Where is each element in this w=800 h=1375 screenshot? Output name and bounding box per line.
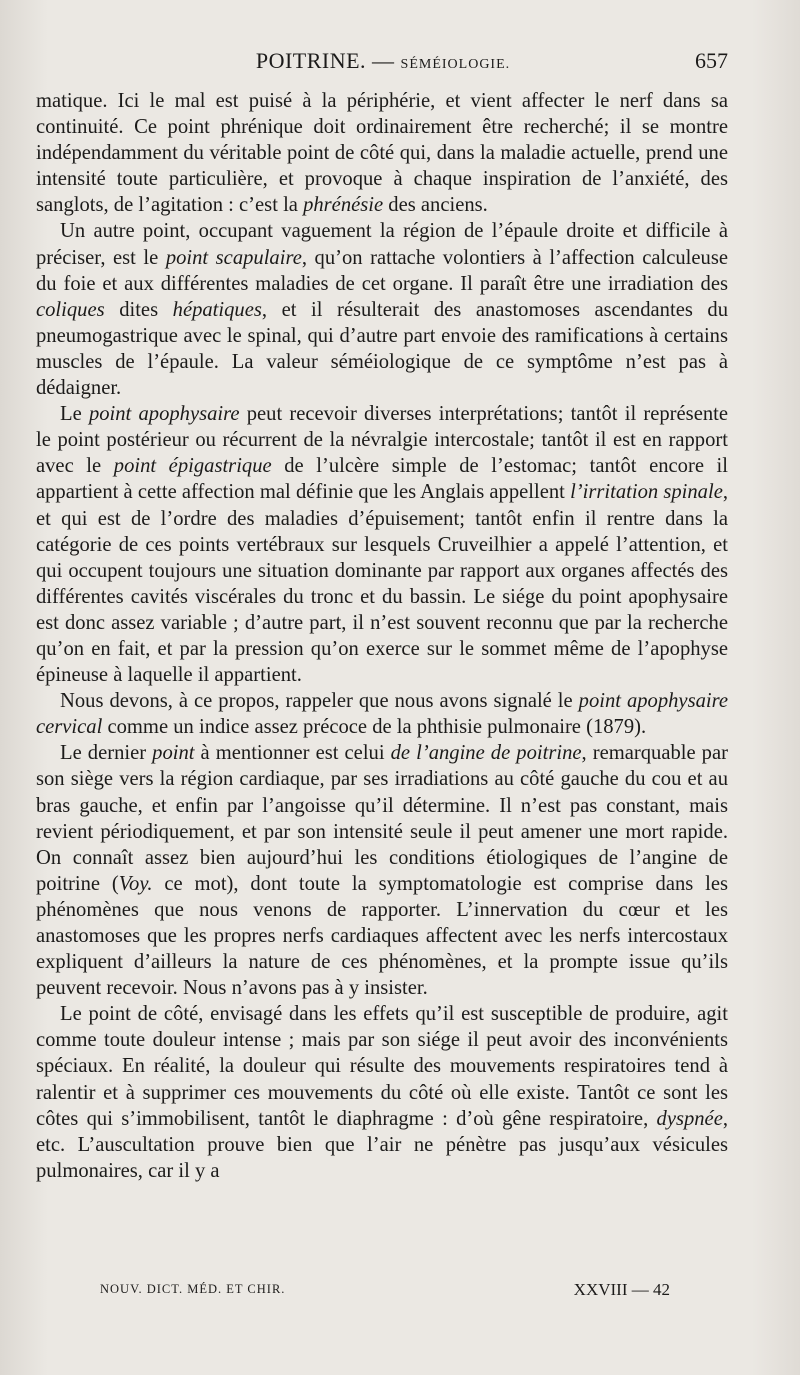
text-run: dites: [104, 298, 173, 321]
text-run: à mentionner est celui: [194, 742, 391, 765]
text-run: matique. Ici le mal est puisé à la périphérie, et vient affecter le nerf dans sa continuité. Ce point phrénique doit ordinairement être recherché; il se montre indépendamment du véritable point de côté qui, dans la maladie actuelle, prend une intensité toute particulière, et provoque à chaque inspiration de l’anxiété, des sanglots, de l’agitation : c’est la: [36, 90, 728, 217]
text-run: , qu’on rattache volontiers à l’affection calculeuse du foie et aux différentes maladies de cet organe. Il paraît être une irradiation des: [36, 246, 728, 295]
italic-term: point apophysaire: [88, 403, 240, 426]
paragraph: [36, 218, 728, 401]
page-footer: [100, 1280, 670, 1304]
text-run: peut recevoir diverses interprétations; tantôt il représente le point postérieur ou récurrent de la névralgie intercostale; tantôt il est en rapport avec le: [36, 403, 728, 478]
paragraph: [36, 688, 728, 740]
italic-term: dyspnée: [656, 1107, 723, 1130]
text-run: Le point de côté, envisagé dans les effets qu’il est susceptible de produire, agit comme toute douleur intense ; mais par son siége il peut avoir des inconvénients spéciaux. En réalité, la douleur qui résulte des mouvements respiratoires tend à ralentir et à supprimer ces mouvements du côté où elle existe. Tantôt ce sont les côtes qui s’immobilisent, tantôt le diaphragme : d’où gêne respiratoire,: [36, 1003, 728, 1130]
body-text: [36, 88, 728, 1184]
italic-term: point épigastrique: [113, 455, 272, 478]
paragraph: [36, 401, 728, 688]
text-run: Le dernier: [60, 742, 153, 765]
italic-term: Voy.: [118, 872, 153, 895]
italic-term: point apophysaire cervical: [36, 690, 728, 739]
italic-term: hépatiques: [172, 298, 262, 321]
header-section: SÉMÉIOLOGIE.: [400, 57, 511, 72]
paragraph: [36, 88, 728, 218]
paragraph: [36, 740, 728, 1001]
italic-term: point: [152, 742, 195, 765]
text-run: de l’ulcère simple de l’estomac; tantôt encore il appartient à cette affection mal définie que les Anglais appellent: [36, 455, 728, 504]
italic-term: coliques: [36, 298, 105, 321]
paragraph: [36, 1001, 728, 1184]
header-separator: —: [372, 48, 395, 73]
text-run: ce mot), dont toute la symptomatologie est comprise dans les phénomènes que nous venons de rapporter. L’innervation du cœur et les anastomoses que les propres nerfs cardiaques affectent avec les nerfs intercostaux expliquent d’ailleurs la nature de ces phénomènes, et la prompte issue qu’ils peuvent recevoir. Nous n’avons pas à y insister.: [36, 872, 728, 1000]
text-run: , et qui est de l’ordre des maladies d’épuisement; tantôt enfin il rentre dans la catégorie de ces points vertébraux sur lesquels Cruveilhier a appelé l’attention, et qui occupent toujours une situation dominante par rapport aux organes affectés des différentes cavités viscérales du tronc et du bassin. Le siége du point apophysaire est donc assez variable ; d’autre part, il n’est souvent reconnu que par la recherche qu’on en fait, et par la pression qu’on exerce sur le sommet même de l’apophyse épineuse à laquelle il appartient.: [36, 481, 728, 687]
italic-term: de l’angine de poitrine: [390, 742, 582, 765]
text-run: Un autre point, occupant vaguement la région de l’épaule droite et difficile à préciser, est le: [36, 220, 728, 269]
footer-signature: XXVIII — 42: [573, 1280, 670, 1299]
italic-term: phrénésie: [303, 194, 384, 217]
text-run: Le: [60, 403, 89, 426]
italic-term: l’irritation spinale: [570, 481, 723, 504]
italic-term: point scapulaire: [165, 246, 302, 269]
running-title: [36, 48, 730, 74]
page-number: 657: [695, 48, 728, 73]
text-run: comme un indice assez précoce de la phthisie pulmonaire (1879).: [102, 716, 647, 739]
text-run: , et il résulterait des anastomoses ascendantes du pneumogastrique avec le spinal, qui d’autre part envoie des ramifications à certains muscles de l’épaule. La valeur séméiologique de ce symptôme n’est pas à dédaigner.: [36, 298, 728, 400]
text-run: Nous devons, à ce propos, rappeler que nous avons signalé le: [60, 690, 579, 713]
header-title: POITRINE.: [255, 48, 367, 73]
text-run: des anciens.: [383, 194, 488, 217]
footer-publication: NOUV. DICT. MÉD. ET CHIR.: [100, 1282, 286, 1296]
running-header: [36, 48, 730, 78]
text-run: , etc. L’auscultation prouve bien que l’air ne pénètre pas jusqu’aux vésicules pulmonaires, car il y a: [36, 1107, 728, 1182]
text-run: , remarquable par son siège vers la région cardiaque, par ses irradiations au côté gauche du cou et au bras gauche, et enfin par l’angoisse qu’il détermine. Il n’est pas constant, mais revient périodiquement, et par son intensité seule il peut amener une mort rapide. On connaît assez bien aujourd’hui les conditions étiologiques de l’angine de poitrine (: [36, 742, 728, 895]
